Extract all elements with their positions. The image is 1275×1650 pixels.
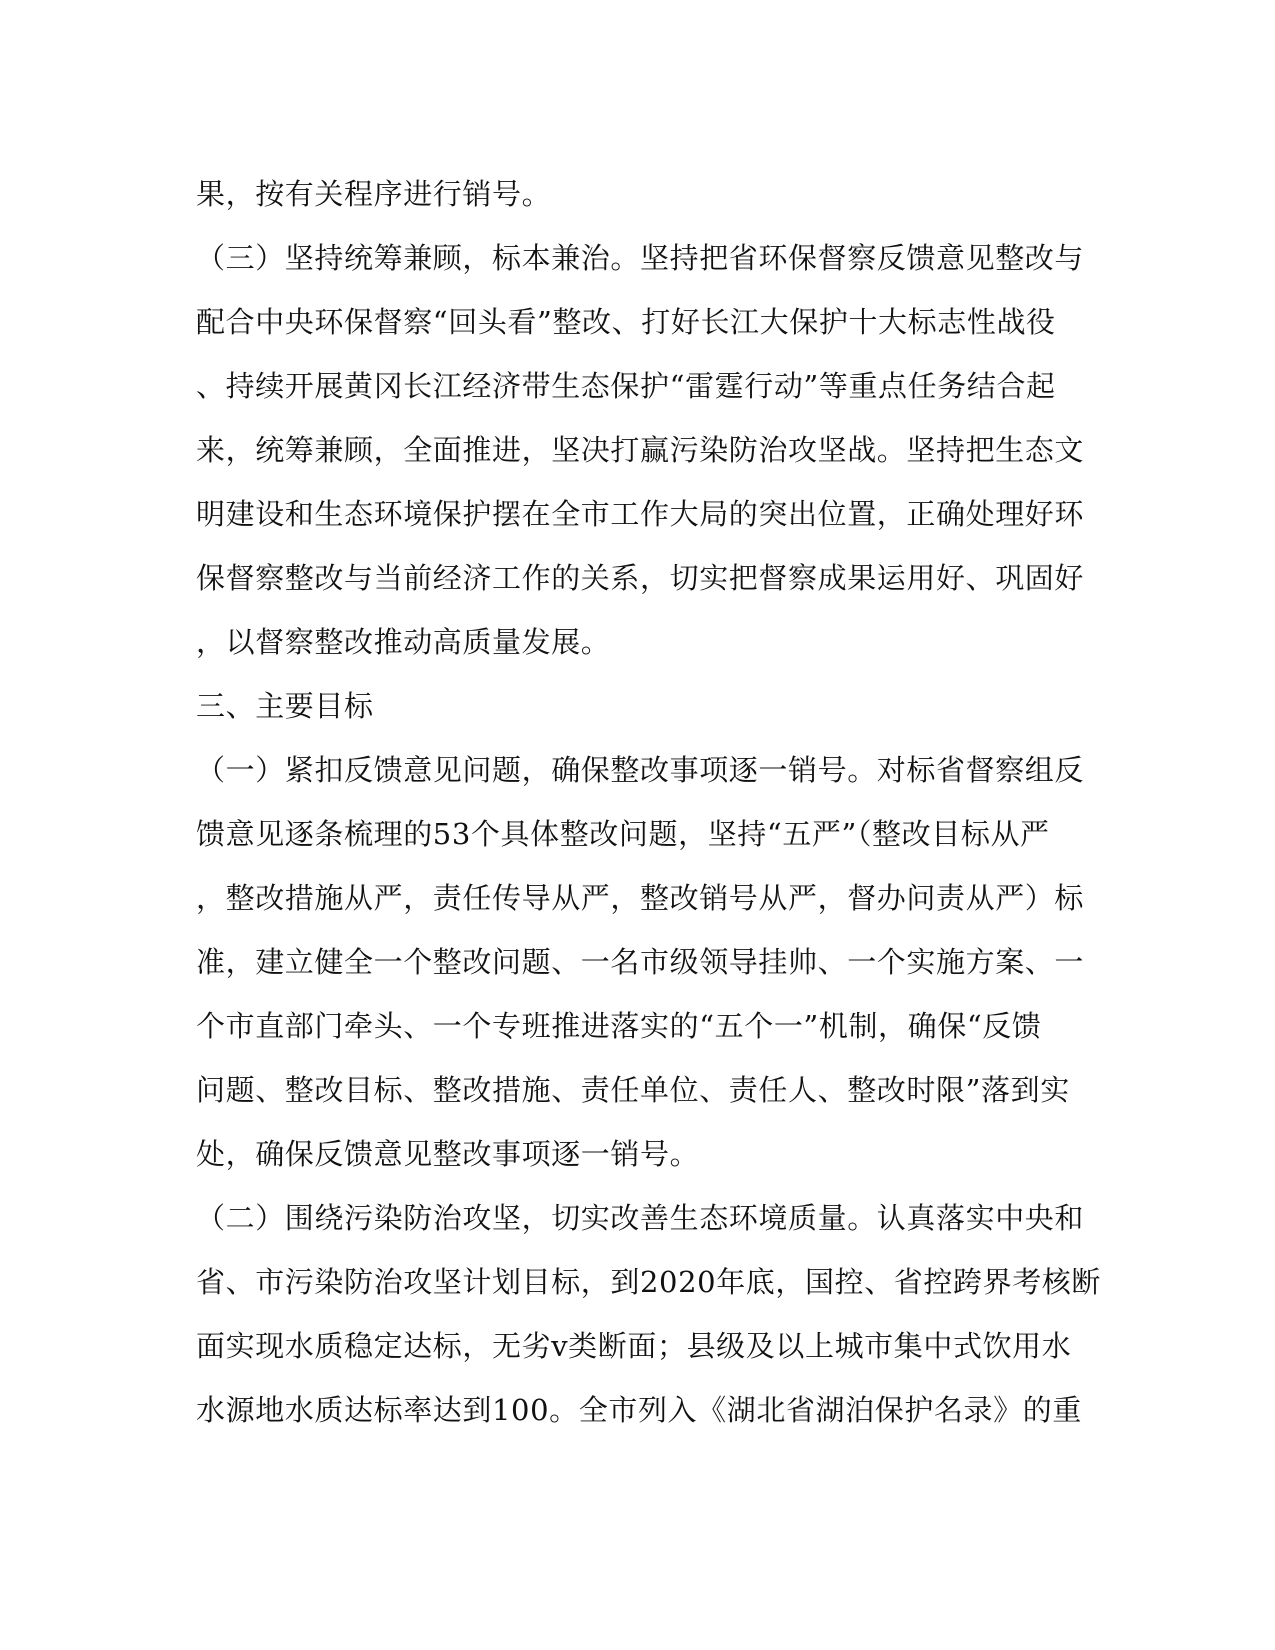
text-line: 水源地水质达标率达到100。全市列入《湖北省湖泊保护名录》的重	[196, 1393, 1082, 1427]
text-line: 保督察整改与当前经济工作的关系，切实把督察成果运用好、巩固好	[196, 561, 1085, 595]
text-line: 处，确保反馈意见整改事项逐一销号。	[196, 1137, 700, 1171]
text-line: （一）紧扣反馈意见问题，确保整改事项逐一销号。对标省督察组反	[196, 753, 1085, 787]
section-heading: 三、主要目标	[196, 689, 374, 723]
text-line: 个市直部门牵头、一个专班推进落实的“五个一”机制，确保“反馈	[196, 1009, 1042, 1043]
text-line: 省、市污染防治攻坚计划目标，到2020年底，国控、省控跨界考核断	[196, 1265, 1102, 1299]
text-line: 馈意见逐条梳理的53个具体整改问题，坚持“五严”（整改目标从严	[196, 817, 1050, 851]
text-line: 来，统筹兼顾，全面推进，坚决打赢污染防治攻坚战。坚持把生态文	[196, 433, 1085, 467]
text-line: 问题、整改目标、整改措施、责任单位、责任人、整改时限”落到实	[196, 1073, 1070, 1107]
text-line: （二）围绕污染防治攻坚，切实改善生态环境质量。认真落实中央和	[196, 1201, 1085, 1235]
text-line: ，整改措施从严，责任传导从严，整改销号从严，督办问责从严）标	[196, 881, 1085, 915]
text-line: 面实现水质稳定达标，无劣v类断面；县级及以上城市集中式饮用水	[196, 1329, 1072, 1363]
body-text	[196, 162, 1102, 1442]
text-line: 果，按有关程序进行销号。	[196, 177, 552, 211]
text-line: 准，建立健全一个整改问题、一名市级领导挂帅、一个实施方案、一	[196, 945, 1085, 979]
text-line: ，以督察整改推动高质量发展。	[196, 625, 611, 659]
text-line: 、持续开展黄冈长江经济带生态保护“雷霆行动”等重点任务结合起	[196, 369, 1056, 403]
text-line: 明建设和生态环境保护摆在全市工作大局的突出位置，正确处理好环	[196, 497, 1085, 531]
text-line: 配合中央环保督察“回头看”整改、打好长江大保护十大标志性战役	[196, 305, 1056, 339]
text-line: （三）坚持统筹兼顾，标本兼治。坚持把省环保督察反馈意见整改与	[196, 241, 1085, 275]
